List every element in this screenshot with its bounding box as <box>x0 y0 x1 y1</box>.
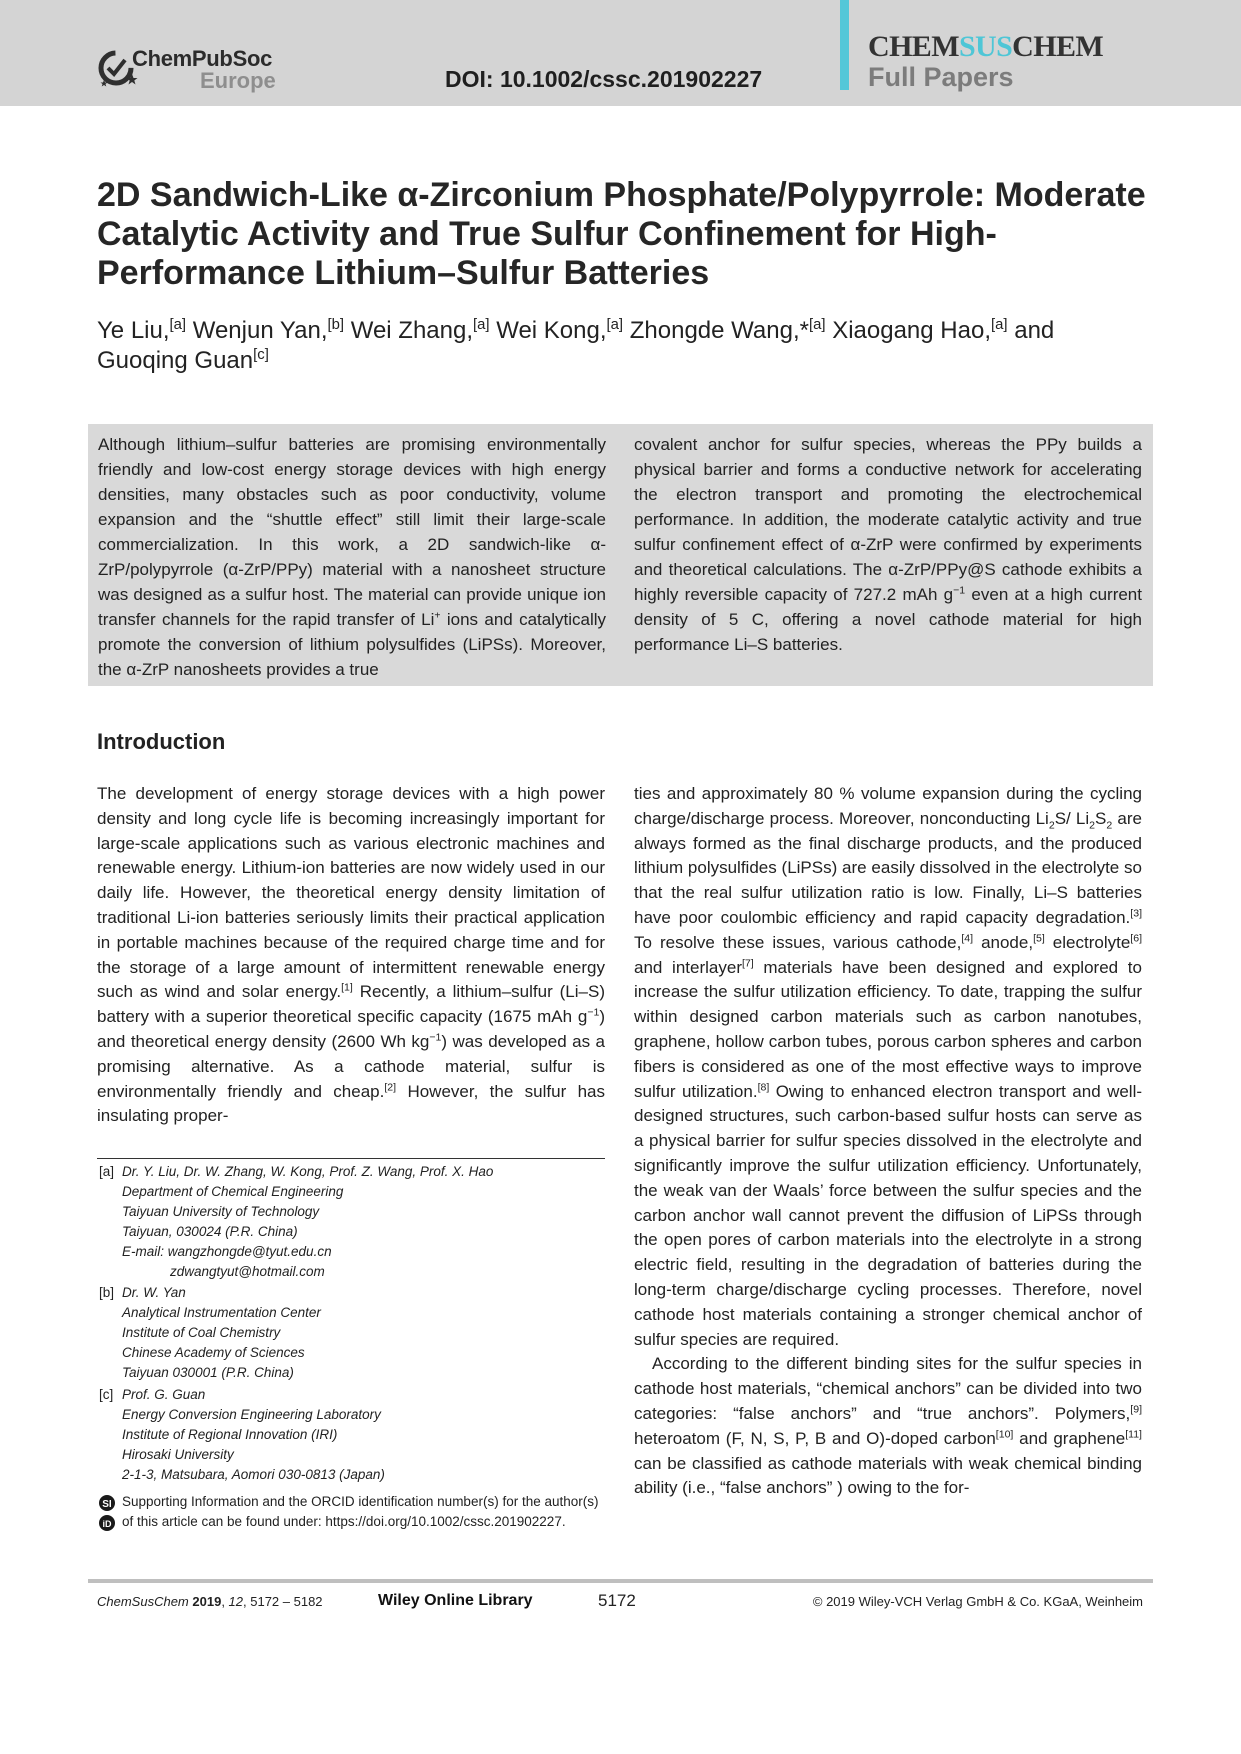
svg-text:SI: SI <box>102 1499 112 1510</box>
doi-link[interactable]: DOI: 10.1002/cssc.201902227 <box>445 66 763 92</box>
publisher-name: ChemPubSoc <box>132 46 273 71</box>
author: and Guoqing Guan <box>97 317 1055 374</box>
footnote-divider <box>97 1158 605 1159</box>
abstract-column-right: covalent anchor for sulfur species, whereas the PPy builds a physical barrier and forms a conductive network for accelerating the electron transport and promoting the electrochemical performance. In addition, the moderate catalytic activity and true sulfur confinement effect of α-ZrP were confirmed by experiments and theoretical calculations. The α-ZrP/PPy@S cathode exhibits a highly reversible capacity of 727.2 mAh $g^{-1}$ even at a high current density of 5 C, offering a novel cathode material for high performance Li–S batteries. <box>634 435 1142 654</box>
publisher-logo <box>96 44 284 94</box>
journal-citation: ChemSusChem 2019, 12, 5172 – 5182 <box>97 1594 323 1609</box>
footer-divider <box>88 1579 1153 1583</box>
supporting-info-link[interactable]: https://doi.org/10.1002/cssc.201902227. <box>325 1514 566 1529</box>
footnote-tag: [c] <box>99 1387 114 1402</box>
article-title: 2D Sandwich-Like α-Zirconium Phosphate/Polypyrrole: Moderate Catalytic Activity and True Sulfur Confinement for High-Performance Lithium–Sulfur Batteries <box>97 176 1146 292</box>
reference-link[interactable]: [4] <box>961 932 974 945</box>
author-list: Ye Liu,[a] Wenjun Yan,[b] Wei Zhang,[a] Wei Kong,[a] Zhongde Wang,*[a] Xiaogang Hao,[a] and Guoqing Guan[c] <box>97 317 1055 374</box>
journal-name: CHEMSUSCHEM <box>868 30 1104 63</box>
author: Ye Liu, <box>97 317 170 344</box>
page-number: 5172 <box>598 1591 636 1610</box>
reference-link[interactable]: [5] <box>1033 932 1045 945</box>
section-label: Full Papers <box>868 62 1014 92</box>
reference-link[interactable]: [1] <box>341 981 353 994</box>
journal-accent-bar <box>840 0 849 90</box>
footnote-tag: [b] <box>99 1285 115 1300</box>
body-paragraph: According to the different binding sites for the sulfur species in cathode host materials, “chemical anchors” can be divided into two categories: “false anchors” and “true anchors”. Polymers,[9] heteroatom (F, N, S, P, B and O)-doped carbon[10] and graphene[11] can be classified as cathode materials with weak chemical binding ability (i.e., “false anchors” ) owing to the for- <box>634 1354 1142 1498</box>
body-paragraph: ties and approximately 80 % volume expansion during the cycling charge/discharge process. Moreover, nonconducting $Li_2S/$ $Li_2S_2$ are always formed as the final discharge products, and the produced lithium polysulfides (LiPSs) are easily dissolved in the electrolyte so that the real sulfur utilization ratio is low. Finally, Li–S batteries have poor coulombic efficiency and rapid capacity degradation.[3] To resolve these issues, various cathode,[4] anode,[5] electrolyte[6] and interlayer[7] materials have been designed and explored to increase the sulfur utilization efficiency. To date, trapping the sulfur within designed carbon materials such as carbon nanotubes, graphene, hollow carbon tubes, porous carbon spheres and carbon fibers is considered as one of the most effective ways to improve sulfur utilization.[8] Owing to enhanced electron transport and well-designed structures, such carbon-based sulfur hosts can serve as a physical barrier for sulfur species dissolved in the electrolyte and significantly improve the sulfur utilization efficiency. Unfortunately, the weak van der Waals’ force between the sulfur species and the carbon anchor wall cannot prevent the diffusion of LiPSs through the open pores of carbon materials into the electrolyte in a strong electric field, resulting in the degradation of batteries during the long-term charge/discharge cycling processes. Therefore, novel cathode host materials containing a stronger chemical anchor of sulfur species are required. <box>634 784 1143 1349</box>
author: Zhongde Wang,* <box>629 317 809 344</box>
abstract-column-left: Although lithium–sulfur batteries are promising environmentally friendly and low-cost energy storage devices with high energy densities, many obstacles such as poor conductivity, volume expansion and the “shuttle effect” still limit their large-scale commercialization. In this work, a 2D sandwich-like α-ZrP/polypyrrole (α-ZrP/PPy) material with a nanosheet structure was designed as a sulfur host. The material can provide unique ion transfer channels for the rapid transfer of Li+ ions and catalytically promote the conversion of lithium polysulfides (LiPSs). Moreover, the α-ZrP nanosheets provides a true <box>98 435 606 679</box>
wiley-online-library-link[interactable]: Wiley Online Library <box>378 1592 533 1609</box>
author: Wei Zhang, <box>350 317 474 344</box>
email-link[interactable]: zdwangtyut@hotmail.com <box>170 1264 325 1279</box>
reference-link[interactable]: [9] <box>1130 1403 1142 1416</box>
affiliation-footnote-c: [c] Prof. G. Guan Energy Conversion Engineering Laboratory Institute of Regional Innovation (IRI) Hirosaki University 2-1-3, Matsubara, Aomori 030-0813 (Japan) <box>99 1387 385 1482</box>
reference-link[interactable]: [8] <box>757 1080 770 1093</box>
author: Wei Kong, <box>496 317 607 344</box>
affiliation-footnote-a: [a] Dr. Y. Liu, Dr. W. Zhang, W. Kong, Prof. Z. Wang, Prof. X. Hao Department of Chemical Engineering Taiyuan University of Technology Taiyuan, 030024 (P.R. China) E-mail: wangzhongde@tyut.edu.cn zdwangtyut@hotmail.com <box>97 1162 605 1282</box>
supporting-info-icon <box>97 1494 117 1534</box>
supporting-info-note: SI iD Supporting Information and the ORCID identification number(s) for the author(s) of this article can be found under: https://doi.org/10.1002/cssc.201902227. <box>97 1492 605 1532</box>
author: Xiaogang Hao, <box>832 317 991 344</box>
reference-link[interactable]: [2] <box>384 1080 397 1093</box>
reference-link[interactable]: [6] <box>1130 932 1143 945</box>
section-heading: Introduction <box>97 729 226 754</box>
reference-link[interactable]: [7] <box>741 956 754 969</box>
body-paragraph: The development of energy storage devices with a high power density and long cycle life is becoming increasingly important for large-scale applications such as various electronic machines and renewable energy. Lithium-ion batteries are now widely used in our daily life. However, the theoretical energy density limitation of traditional Li-ion batteries seriously limits their practical application in portable machines because of the required charge time and for the storage of a large amount of intermittent renewable energy such as wind and solar energy.[1] Recently, a lithium–sulfur (Li–S) battery with a superior theoretical specific capacity (1675 mAh $g^{-1}$) and theoretical energy density (2600 Wh $kg^{-1}$) was developed as a promising alternative. As a cathode material, sulfur is environmentally friendly and cheap.[2] However, the sulfur has insulating proper- <box>97 784 605 1126</box>
author: Wenjun Yan, <box>192 317 328 344</box>
abstract-box <box>88 424 1153 686</box>
reference-link[interactable]: [11] <box>1125 1428 1142 1441</box>
reference-link[interactable]: [10] <box>995 1428 1014 1441</box>
email-link[interactable]: E-mail: wangzhongde@tyut.edu.cn <box>122 1244 332 1259</box>
copyright-notice: © 2019 Wiley-VCH Verlag GmbH & Co. KGaA, Weinheim <box>812 1594 1143 1609</box>
reference-link[interactable]: [3] <box>1130 907 1142 920</box>
affiliation-footnote-b: [b] Dr. W. Yan Analytical Instrumentation Center Institute of Coal Chemistry Chinese Academy of Sciences Taiyuan 030001 (P.R. China) <box>99 1285 321 1380</box>
body-column-right <box>634 782 1142 1501</box>
svg-text:iD: iD <box>102 1519 112 1529</box>
publisher-region: Europe <box>200 68 276 93</box>
page-header <box>0 0 1241 106</box>
footnote-tag: [a] <box>99 1164 115 1179</box>
